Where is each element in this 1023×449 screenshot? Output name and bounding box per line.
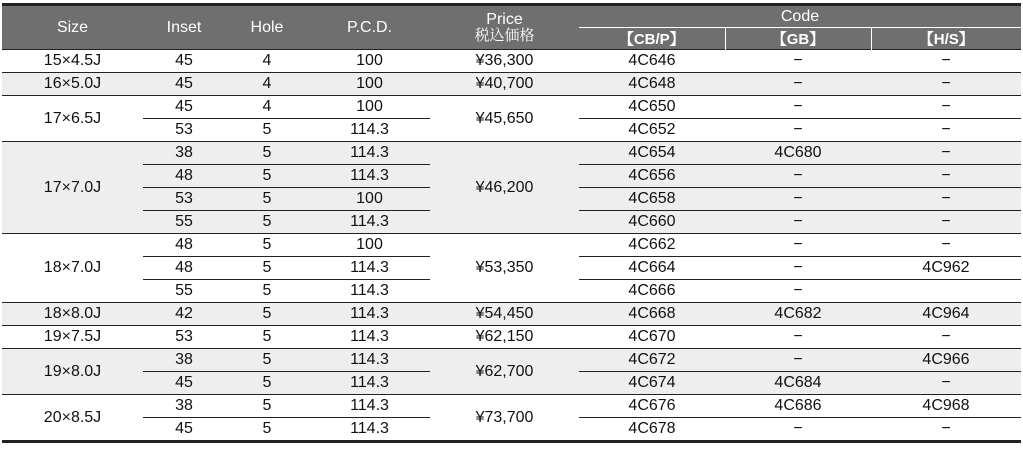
code-cbp-cell: 4C660 xyxy=(579,211,725,234)
code-hs-cell: − xyxy=(871,234,1021,257)
header-size: Size xyxy=(2,5,143,50)
table-row xyxy=(2,349,1021,372)
price-cell: ¥53,350 xyxy=(430,234,579,303)
table-row xyxy=(2,234,1021,257)
size-cell: 19×7.5J xyxy=(2,326,143,349)
code-gb-cell: 4C682 xyxy=(725,303,871,326)
hole-cell: 5 xyxy=(225,211,309,234)
size-cell: 15×4.5J xyxy=(2,50,143,73)
code-hs-cell: 4C966 xyxy=(871,349,1021,372)
code-gb-cell: − xyxy=(725,119,871,142)
inset-cell: 53 xyxy=(143,326,225,349)
inset-cell: 45 xyxy=(143,96,225,119)
code-hs-cell: 4C962 xyxy=(871,257,1021,280)
code-hs-cell: − xyxy=(871,165,1021,188)
pcd-cell: 100 xyxy=(309,50,430,73)
code-cbp-cell: 4C648 xyxy=(579,73,725,96)
code-cbp-cell: 4C646 xyxy=(579,50,725,73)
table-row xyxy=(2,395,1021,418)
table-header xyxy=(2,5,1021,50)
table-row xyxy=(2,303,1021,326)
hole-cell: 5 xyxy=(225,349,309,372)
code-gb-cell: − xyxy=(725,188,871,211)
hole-cell: 5 xyxy=(225,142,309,165)
code-gb-cell: − xyxy=(725,50,871,73)
code-cbp-cell: 4C664 xyxy=(579,257,725,280)
pcd-cell: 114.3 xyxy=(309,165,430,188)
inset-cell: 55 xyxy=(143,280,225,303)
code-hs-cell: − xyxy=(871,326,1021,349)
hole-cell: 5 xyxy=(225,188,309,211)
header-price-sublabel: 税込価格 xyxy=(474,26,535,44)
pcd-cell: 114.3 xyxy=(309,395,430,418)
size-cell: 17×6.5J xyxy=(2,96,143,142)
price-cell: ¥54,450 xyxy=(430,303,579,326)
code-cbp-cell: 4C678 xyxy=(579,418,725,442)
price-cell: ¥40,700 xyxy=(430,73,579,96)
price-cell: ¥73,700 xyxy=(430,395,579,442)
header-price-label: Price xyxy=(486,10,523,28)
hole-cell: 4 xyxy=(225,73,309,96)
pcd-cell: 114.3 xyxy=(309,257,430,280)
hole-cell: 5 xyxy=(225,257,309,280)
header-pcd: P.C.D. xyxy=(309,5,430,50)
code-gb-cell: − xyxy=(725,418,871,442)
code-gb-cell: − xyxy=(725,234,871,257)
pcd-cell: 114.3 xyxy=(309,418,430,442)
code-cbp-cell: 4C654 xyxy=(579,142,725,165)
code-gb-cell: − xyxy=(725,96,871,119)
code-gb-cell: − xyxy=(725,73,871,96)
code-gb-cell: 4C680 xyxy=(725,142,871,165)
price-cell: ¥45,650 xyxy=(430,96,579,142)
table-row xyxy=(2,326,1021,349)
header-hole: Hole xyxy=(225,5,309,50)
hole-cell: 5 xyxy=(225,326,309,349)
pcd-cell: 100 xyxy=(309,96,430,119)
code-gb-cell: − xyxy=(725,257,871,280)
price-cell: ¥36,300 xyxy=(430,50,579,73)
table-body xyxy=(2,50,1021,442)
price-cell: ¥46,200 xyxy=(430,142,579,234)
inset-cell: 38 xyxy=(143,142,225,165)
code-cbp-cell: 4C662 xyxy=(579,234,725,257)
hole-cell: 5 xyxy=(225,280,309,303)
pcd-cell: 100 xyxy=(309,234,430,257)
code-hs-cell: − xyxy=(871,96,1021,119)
inset-cell: 48 xyxy=(143,257,225,280)
code-gb-cell: − xyxy=(725,349,871,372)
header-code-gb: 【GB】 xyxy=(725,28,871,50)
price-cell: ¥62,150 xyxy=(430,326,579,349)
inset-cell: 45 xyxy=(143,73,225,96)
code-hs-cell: − xyxy=(871,372,1021,395)
hole-cell: 4 xyxy=(225,96,309,119)
code-cbp-cell: 4C674 xyxy=(579,372,725,395)
hole-cell: 5 xyxy=(225,234,309,257)
code-hs-cell: − xyxy=(871,188,1021,211)
wheel-spec-table xyxy=(2,3,1021,443)
hole-cell: 5 xyxy=(225,165,309,188)
header-inset: Inset xyxy=(143,5,225,50)
pcd-cell: 114.3 xyxy=(309,142,430,165)
pcd-cell: 114.3 xyxy=(309,303,430,326)
code-hs-cell: − xyxy=(871,142,1021,165)
code-hs-cell: 4C968 xyxy=(871,395,1021,418)
code-hs-cell: − xyxy=(871,119,1021,142)
inset-cell: 48 xyxy=(143,165,225,188)
code-gb-cell: 4C684 xyxy=(725,372,871,395)
inset-cell: 45 xyxy=(143,372,225,395)
hole-cell: 5 xyxy=(225,418,309,442)
code-gb-cell: − xyxy=(725,326,871,349)
size-cell: 16×5.0J xyxy=(2,73,143,96)
header-code: Code xyxy=(579,5,1021,28)
pcd-cell: 114.3 xyxy=(309,280,430,303)
code-cbp-cell: 4C650 xyxy=(579,96,725,119)
pcd-cell: 114.3 xyxy=(309,326,430,349)
code-cbp-cell: 4C672 xyxy=(579,349,725,372)
table-row xyxy=(2,96,1021,119)
size-cell: 18×7.0J xyxy=(2,234,143,303)
code-cbp-cell: 4C656 xyxy=(579,165,725,188)
price-cell: ¥62,700 xyxy=(430,349,579,395)
header-price xyxy=(430,5,579,50)
code-hs-cell: − xyxy=(871,418,1021,442)
hole-cell: 4 xyxy=(225,50,309,73)
size-cell: 20×8.5J xyxy=(2,395,143,442)
table-row xyxy=(2,73,1021,96)
code-gb-cell: − xyxy=(725,280,871,303)
code-hs-cell xyxy=(871,280,1021,303)
hole-cell: 5 xyxy=(225,372,309,395)
code-gb-cell: − xyxy=(725,211,871,234)
hole-cell: 5 xyxy=(225,119,309,142)
code-cbp-cell: 4C670 xyxy=(579,326,725,349)
table-row xyxy=(2,142,1021,165)
inset-cell: 45 xyxy=(143,418,225,442)
pcd-cell: 100 xyxy=(309,188,430,211)
pcd-cell: 114.3 xyxy=(309,211,430,234)
inset-cell: 45 xyxy=(143,50,225,73)
inset-cell: 55 xyxy=(143,211,225,234)
code-gb-cell: − xyxy=(725,165,871,188)
code-cbp-cell: 4C652 xyxy=(579,119,725,142)
inset-cell: 48 xyxy=(143,234,225,257)
size-cell: 17×7.0J xyxy=(2,142,143,234)
inset-cell: 38 xyxy=(143,395,225,418)
pcd-cell: 100 xyxy=(309,73,430,96)
hole-cell: 5 xyxy=(225,395,309,418)
size-cell: 18×8.0J xyxy=(2,303,143,326)
hole-cell: 5 xyxy=(225,303,309,326)
pcd-cell: 114.3 xyxy=(309,349,430,372)
code-hs-cell: − xyxy=(871,211,1021,234)
code-cbp-cell: 4C666 xyxy=(579,280,725,303)
pcd-cell: 114.3 xyxy=(309,372,430,395)
size-cell: 19×8.0J xyxy=(2,349,143,395)
code-hs-cell: − xyxy=(871,50,1021,73)
code-cbp-cell: 4C676 xyxy=(579,395,725,418)
header-code-cbp: 【CB/P】 xyxy=(579,28,725,50)
inset-cell: 42 xyxy=(143,303,225,326)
inset-cell: 53 xyxy=(143,119,225,142)
code-gb-cell: 4C686 xyxy=(725,395,871,418)
header-code-hs: 【H/S】 xyxy=(871,28,1021,50)
code-cbp-cell: 4C668 xyxy=(579,303,725,326)
inset-cell: 53 xyxy=(143,188,225,211)
code-cbp-cell: 4C658 xyxy=(579,188,725,211)
pcd-cell: 114.3 xyxy=(309,119,430,142)
table-row xyxy=(2,50,1021,73)
code-hs-cell: − xyxy=(871,73,1021,96)
code-hs-cell: 4C964 xyxy=(871,303,1021,326)
inset-cell: 38 xyxy=(143,349,225,372)
